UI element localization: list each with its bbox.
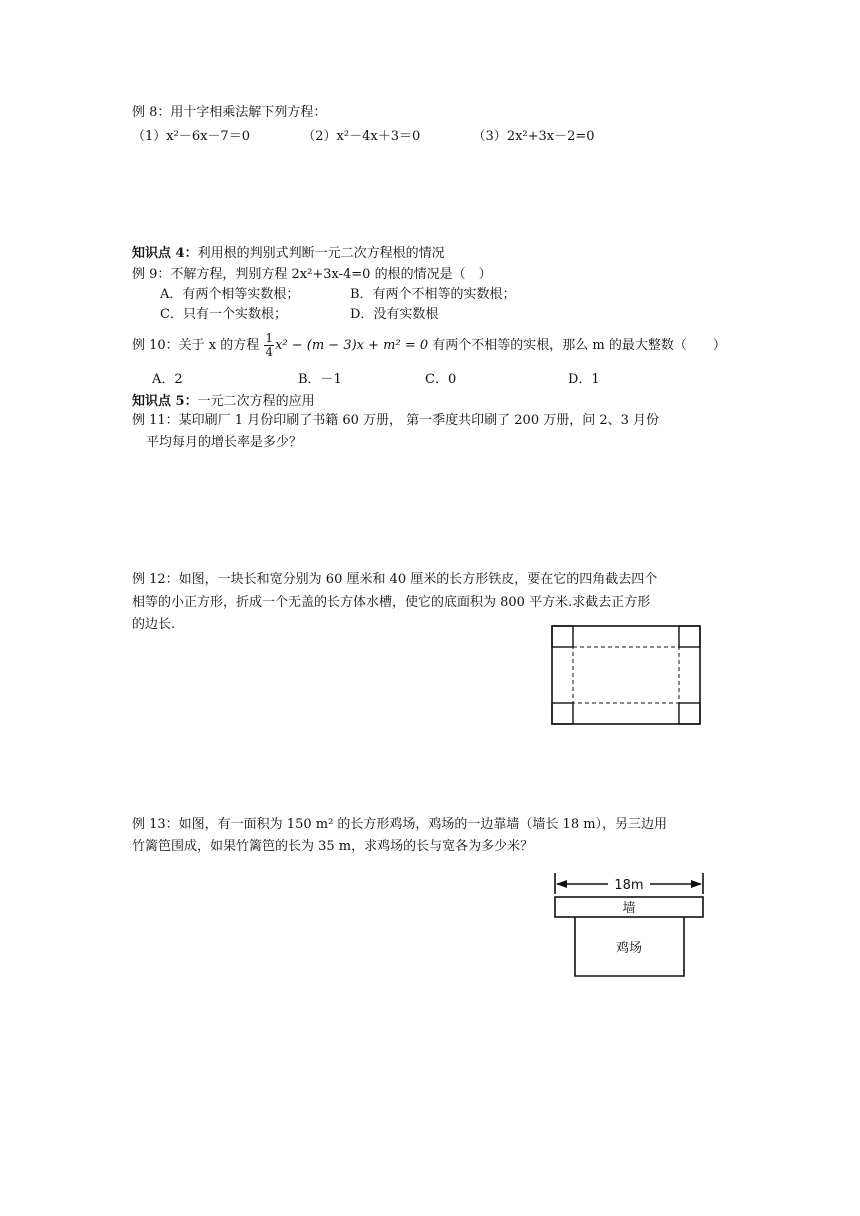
ex8-p1-label: （1） (132, 129, 167, 144)
ex10-equation: x² − (m − 3)x + m² = 0 (275, 338, 429, 353)
ex9-option-a: A．有两个相等实数根； (160, 287, 300, 302)
dim-arrow-right (691, 880, 702, 888)
corner-square-tr (679, 626, 700, 647)
kp4-text: 利用根的判别式判断一元二次方程根的情况 (197, 246, 445, 261)
ex10-question (132, 331, 726, 361)
ex10-option-d: D．1 (568, 372, 600, 387)
ex9-option-c: C．只有一个实数根； (160, 307, 287, 322)
ex10-option-a: A．2 (152, 372, 183, 387)
ex8-p1-eq: x²－6x－7＝0 (166, 129, 250, 144)
kp5-label: 知识点 5： (132, 394, 198, 409)
ex13-line-2: 竹篱笆围成，如果竹篱笆的长为 35 m，求鸡场的长与宽各为多少米？ (132, 839, 534, 854)
ex10-frac-num: 1 (265, 331, 274, 345)
ex10-suffix: 有两个不相等的实根，那么 m 的最大整数（ ） (432, 338, 726, 353)
wall-label: 墙 (622, 901, 636, 916)
ex11-line-1: 例 11：某印刷厂 1 月份印刷了书籍 60 万册， 第一季度共印刷了 200 万册，问 2、3 月份 (132, 413, 660, 428)
ex10-fraction (264, 332, 274, 359)
ex8-p2-eq: x²－4x＋3＝0 (336, 129, 421, 144)
ex8-p3-eq: 2x²+3x－2=0 (506, 129, 595, 144)
ex9-option-b: B．有两个不相等的实数根； (350, 287, 516, 302)
ex12-line-2: 相等的小正方形，折成一个无盖的长方体水槽，使它的底面积为 800 平方米.求截去正方形 (132, 595, 651, 610)
length-label: 18m (614, 878, 644, 893)
corner-square-bl (552, 703, 573, 724)
ex13-line-1: 例 13：如图，有一面积为 150 m² 的长方形鸡场，鸡场的一边靠墙（墙长 18 m），另三边用 (132, 817, 668, 832)
ex12-line-3: 的边长. (132, 617, 176, 632)
ex8-title: 例 8：用十字相乘法解下列方程： (132, 105, 327, 120)
corner-square-tl (552, 626, 573, 647)
ex11-line-2: 平均每月的增长率是多少？ (146, 435, 303, 450)
ex8-p3-label: （3） (472, 129, 507, 144)
ex10-option-c: C．0 (425, 372, 457, 387)
ex9-question: 例 9：不解方程，判别方程 2x²+3x-4=0 的根的情况是（ ） (132, 267, 492, 282)
ex12-line-1: 例 12：如图，一块长和宽分别为 60 厘米和 40 厘米的长方形铁皮，要在它的四角截去四个 (132, 572, 658, 587)
kp4-label: 知识点 4： (132, 246, 198, 261)
kp4-heading (132, 245, 445, 263)
corner-square-br (679, 703, 700, 724)
kp5-heading (132, 393, 315, 411)
fold-lines (573, 647, 679, 703)
ex12-figure (549, 624, 705, 728)
ex10-prefix: 例 10：关于 x 的方程 (132, 338, 260, 353)
ex13-figure (550, 870, 710, 980)
ex10-option-b: B．－1 (298, 372, 342, 387)
ex9-option-d: D．没有实数根 (350, 307, 439, 322)
farm-label: 鸡场 (615, 941, 643, 956)
ex8-p2-label: （2） (302, 129, 337, 144)
kp5-text: 一元二次方程的应用 (197, 394, 315, 409)
ex10-frac-den: 4 (265, 345, 274, 359)
dim-arrow-left (556, 880, 567, 888)
sheet-outline (552, 626, 700, 724)
ex8-problems (132, 128, 595, 146)
